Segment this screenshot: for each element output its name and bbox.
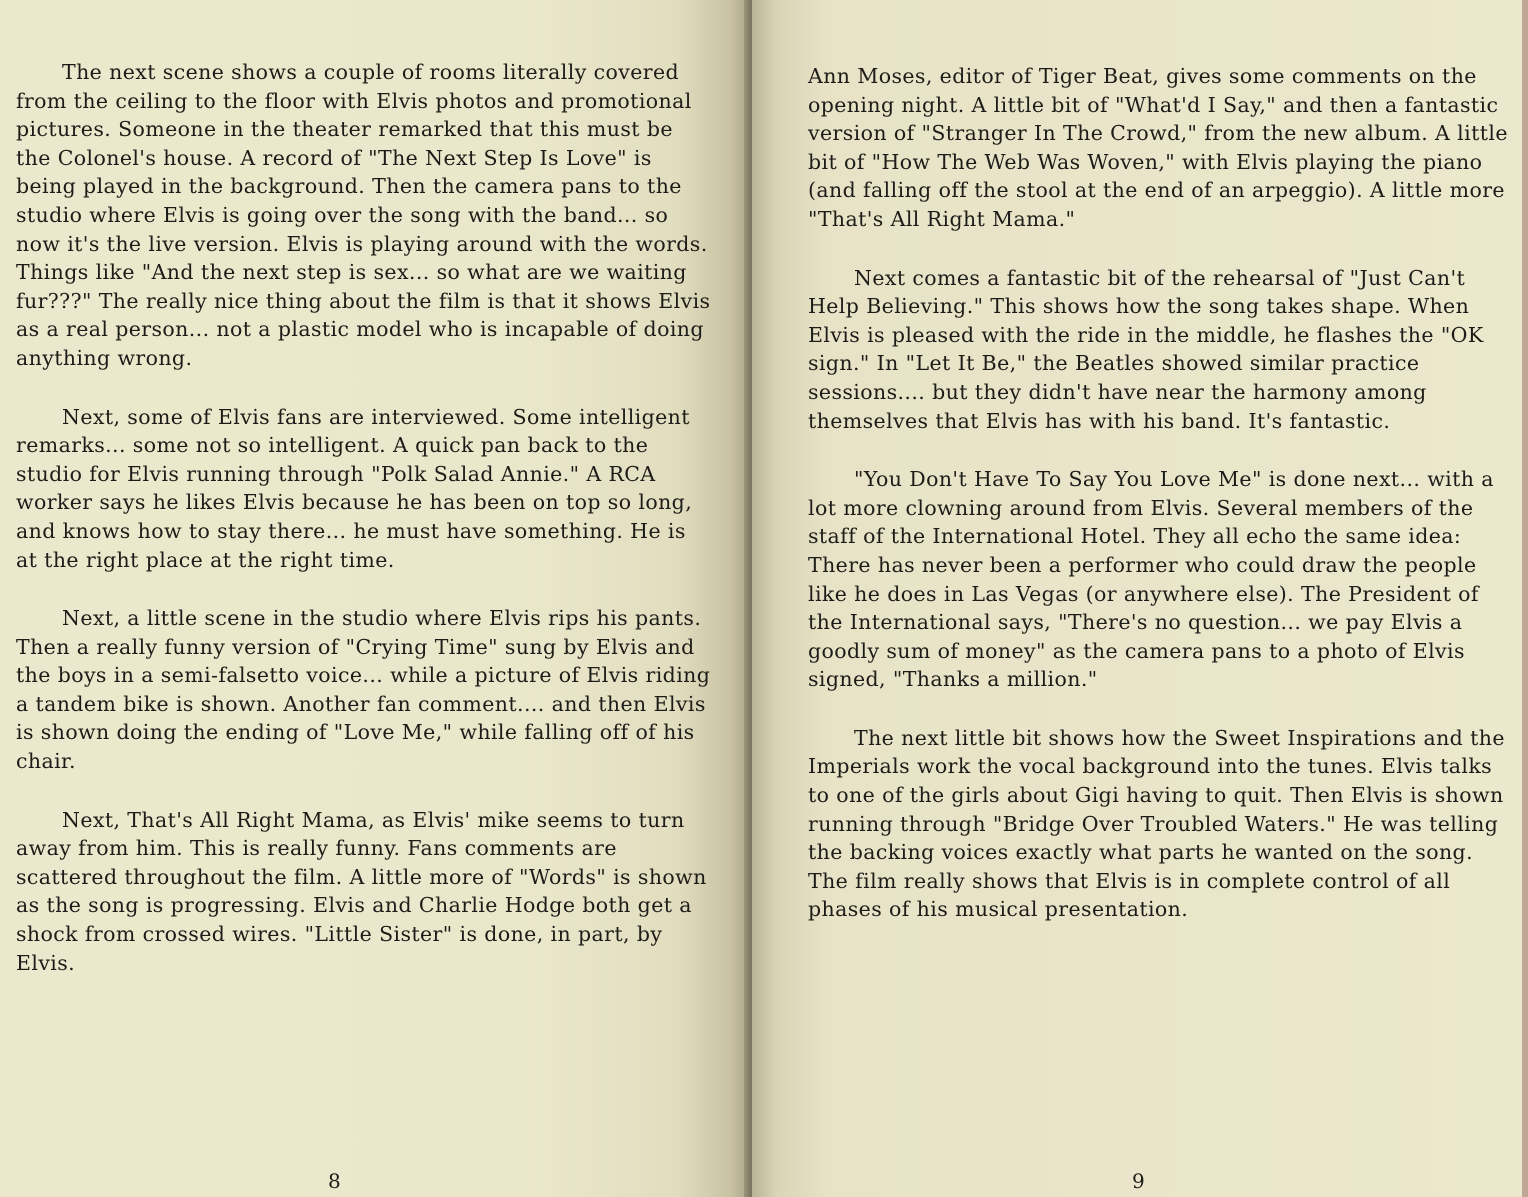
- left-page: [0, 0, 752, 1197]
- page-edge: [1522, 0, 1528, 1197]
- paragraph: Ann Moses, editor of Tiger Beat, gives some comments on the opening night. A little bit of "What'd I Say," and then a fantastic version of "Stranger In The Crowd," from the new album. A little bit of "How The Web Was Woven," with Elvis playing the piano (and falling off the stool at the end of an arpeggio). A little more "That's All Right Mama.": [808, 64, 1508, 231]
- right-page: [752, 0, 1528, 1197]
- paragraph: Next, some of Elvis fans are interviewed. Some intelligent remarks... some not so intelligent. A quick pan back to the studio for Elvis running through "Polk Salad Annie." A RCA worker says he likes Elvis because he has been on top so long, and knows how to stay there... he must have something. He is at the right place at the right time.: [16, 404, 693, 572]
- paragraph: "You Don't Have To Say You Love Me" is done next... with a lot more clowning around from Elvis. Several members of the staff of the International Hotel. They all echo the same idea: There has never been a performer who could draw the people like he does in Las Vegas (or anywhere else). The President of the International says, "There's no question... we pay Elvis a goodly sum of money" as the camera pans to a photo of Elvis signed, "Thanks a million.": [808, 467, 1494, 692]
- paragraph: The next little bit shows how the Sweet Inspirations and the Imperials work the vocal background into the tunes. Elvis talks to one of the girls about Gigi having to quit. Then Elvis is shown running through "Bridge Over Troubled Waters." He was telling the backing voices exactly what parts he wanted on the song. The film really shows that Elvis is in complete control of all phases of his musical presentation.: [808, 725, 1505, 922]
- paragraph: The next scene shows a couple of rooms literally covered from the ceiling to the floor with Elvis photos and promotional pictures. Someone in the theater remarked that this must be the Colonel's house. A record of "The Next Step Is Love" is being played in the background. Then the camera pans to the studio where Elvis is going over the song with the band... so now it's the live version. Elvis is playing around with the words. Things like "And the next step is sex... so what are we waiting fur???" The really nice thing about the film is that it shows Elvis as a real person... not a plastic model who is incapable of doing anything wrong.: [16, 60, 711, 370]
- paragraph: Next, That's All Right Mama, as Elvis' mike seems to turn away from him. This is really funny. Fans comments are scattered throughout the film. A little more of "Words" is shown as the song is progressing. Elvis and Charlie Hodge both get a shock from crossed wires. "Little Sister" is done, in part, by Elvis.: [16, 807, 707, 975]
- paragraph: Next comes a fantastic bit of the rehearsal of "Just Can't Help Believing." This shows how the song takes shape. When Elvis is pleased with the ride in the middle, he flashes the "OK sign." In "Let It Be," the Beatles showed similar practice sessions.... but they didn't have near the harmony among themselves that Elvis has with his band. It's fantastic.: [808, 265, 1484, 433]
- left-page-text: [16, 58, 712, 977]
- right-page-text: [808, 62, 1516, 924]
- page-number: 9: [1132, 1169, 1146, 1193]
- paragraph: Next, a little scene in the studio where Elvis rips his pants. Then a really funny version of "Crying Time" sung by Elvis and the boys in a semi-falsetto voice... while a picture of Elvis riding a tandem bike is shown. Another fan comment.... and then Elvis is shown doing the ending of "Love Me," while falling off of his chair.: [16, 606, 711, 774]
- page-number: 8: [328, 1169, 342, 1193]
